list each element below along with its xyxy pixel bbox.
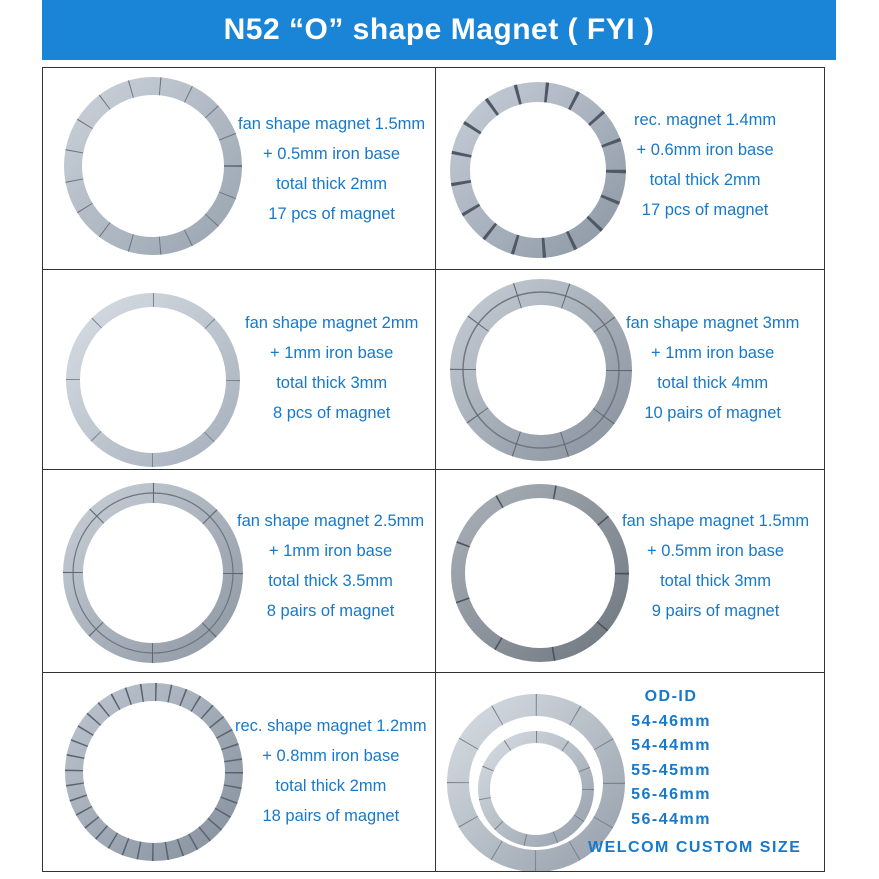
iron-base-line: + 1mm iron base: [651, 344, 775, 362]
magnet-cell-7: [43, 673, 436, 871]
magnet-ring-image: [63, 681, 245, 863]
spec-text: [245, 308, 418, 428]
size-options-cell: [436, 673, 824, 871]
magnet-cell-3: [43, 270, 436, 470]
magnet-ring-image: [63, 290, 243, 470]
spec-text: [626, 308, 799, 428]
iron-base-line: + 1mm iron base: [270, 344, 394, 362]
magnet-count-line: 17 pcs of magnet: [641, 201, 769, 219]
page-title-banner: [42, 0, 836, 60]
size-list: [628, 685, 714, 832]
magnet-spec-line: fan shape magnet 3mm: [626, 314, 800, 332]
iron-base-line: + 0.5mm iron base: [263, 145, 401, 163]
total-thickness-line: total thick 3mm: [660, 572, 772, 590]
total-thickness-line: total thick 2mm: [649, 171, 761, 189]
size-item: 56-44mm: [631, 810, 711, 828]
total-thickness-line: total thick 3mm: [276, 374, 388, 392]
magnet-grid: [42, 67, 825, 872]
total-thickness-line: total thick 4mm: [657, 374, 769, 392]
total-thickness-line: total thick 3.5mm: [268, 572, 393, 590]
spec-text: [634, 105, 776, 225]
magnet-cell-4: [436, 270, 824, 470]
size-item: 54-44mm: [631, 737, 711, 754]
magnet-count-line: 9 pairs of magnet: [651, 602, 780, 620]
size-item: 56-46mm: [631, 786, 711, 803]
magnet-spec-line: rec. shape magnet 1.2mm: [235, 717, 427, 735]
magnet-spec-line: fan shape magnet 1.5mm: [622, 512, 810, 530]
page-title: N52 “O” shape Magnet ( FYI ): [223, 13, 655, 46]
spec-text: [238, 109, 425, 229]
magnet-ring-image: [448, 80, 628, 260]
magnet-ring-image: [448, 277, 634, 463]
magnet-count-line: 8 pairs of magnet: [266, 602, 395, 620]
magnet-spec-line: fan shape magnet 1.5mm: [238, 115, 426, 133]
magnet-cell-2: [436, 68, 824, 270]
spec-text: [235, 711, 427, 831]
magnet-count-line: 8 pcs of magnet: [272, 404, 391, 422]
total-thickness-line: total thick 2mm: [275, 777, 387, 795]
magnet-cell-6: [436, 470, 824, 673]
size-item: 54-46mm: [631, 712, 711, 730]
magnet-count-line: 10 pairs of magnet: [644, 404, 782, 422]
magnet-count-line: 17 pcs of magnet: [268, 205, 395, 223]
size-header: OD-ID: [644, 688, 698, 705]
magnet-spec-line: fan shape magnet 2mm: [245, 314, 419, 332]
magnet-ring-image: [63, 76, 243, 256]
iron-base-line: + 0.8mm iron base: [262, 747, 400, 765]
iron-base-line: + 1mm iron base: [268, 542, 393, 560]
iron-base-line: + 0.5mm iron base: [647, 542, 785, 560]
size-item: 55-45mm: [631, 761, 711, 779]
magnet-count-line: 18 pairs of magnet: [262, 807, 400, 825]
iron-base-line: + 0.6mm iron base: [636, 141, 774, 159]
magnet-spec-line: rec. magnet 1.4mm: [634, 111, 777, 129]
magnet-spec-line: fan shape magnet 2.5mm: [237, 512, 425, 530]
total-thickness-line: total thick 2mm: [276, 175, 388, 193]
spec-text: [237, 506, 424, 626]
magnet-cell-1: [43, 68, 436, 270]
magnet-ring-image: [448, 481, 632, 665]
magnet-cell-5: [43, 470, 436, 673]
spec-text: [622, 506, 809, 626]
magnet-ring-image: [61, 481, 245, 665]
custom-size-note: WELCOM CUSTOM SIZE: [588, 839, 802, 856]
